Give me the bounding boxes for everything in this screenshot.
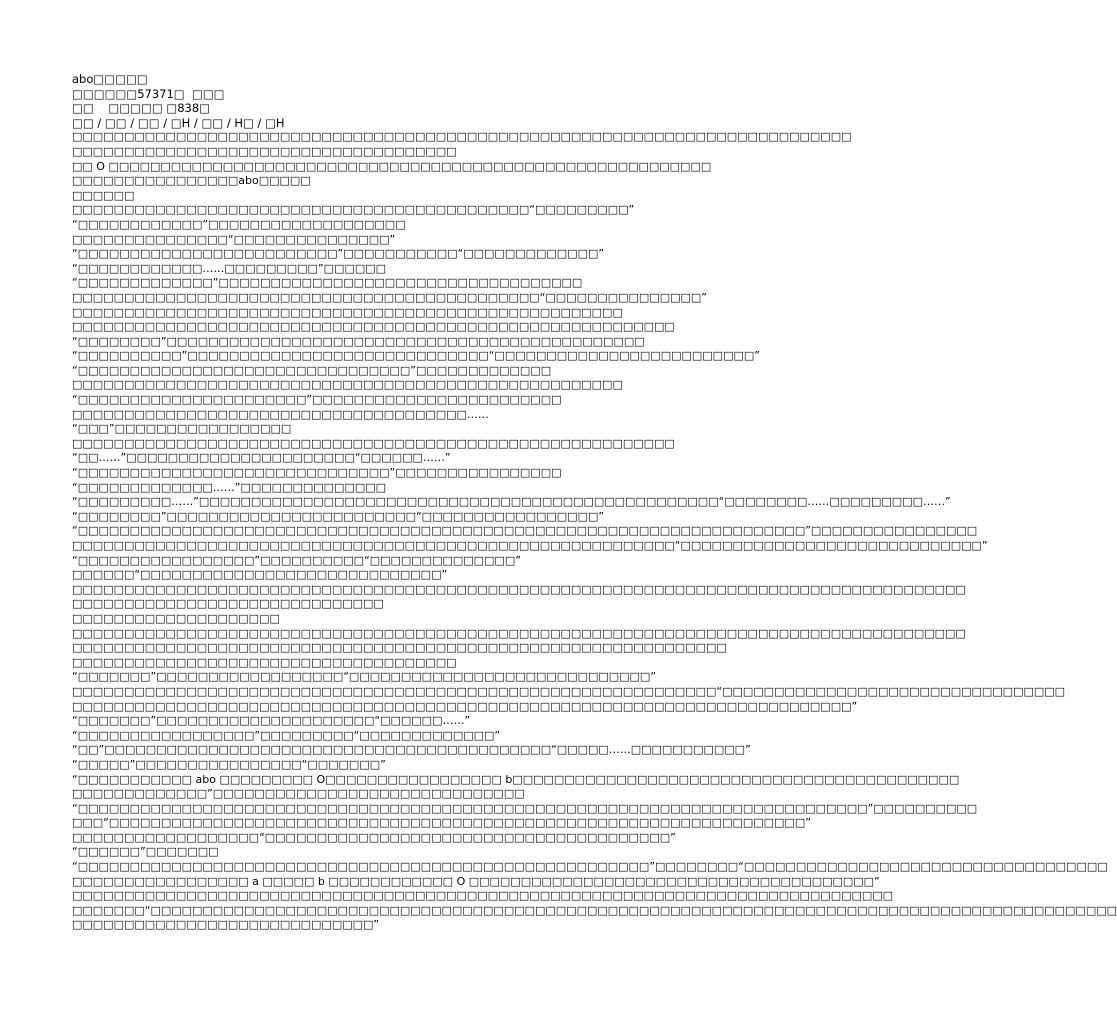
text-line: “□□□□□□□□□□□□□□□□□□□□□□□□□□□□□□”□□□□□□□□□□□□□□□□ [72,466,562,480]
text-line: “□□□□□□□□□□□□□□□□□□□□□□□□□□□□□□□□□□□□□□□□□□□□□□□□□□□□□□□□□□□□□□□□□□□□□□”□□□□□□□□□□□□□□□□ [72,524,978,538]
text-line: “□□□□□□□□□□□□□……”□□□□□□□□□□□□□□ [72,480,387,494]
text-line: “□□□□□□”□□□□□□□ [72,845,219,859]
text-line: “□□□□□□□”□□□□□□□□□□□□□□□□□□“□□□□□□□□□□□□□□□□□□□□□□□□□□□□□” [72,670,657,684]
text-line: “□□□□□□□□□□□□□□□□□□□□□□□□□□□□□□□□□□□□□□□□□□□□□□□□□□□□□□□□□□□□□□□□□□□□□□□□□□□□”□□□□□□□□□□ [72,801,978,815]
text-line: “□□”□□□□□□□□□□□□□□□□□□□□□□□□□□□□□□□□□□□□□□□□□□□“□□□□□……□□□□□□□□□□□” [72,743,751,757]
text-line: “□□□□□□□□□□□□□□□□□□□□□□□□□□□□□□□□□□□□□□□□□□□□□□□□□□□□□□□”□□□□□□□□“□□□□□□□□□□□□□□□□□□□□□□□□□□□□□□□□□□□ [72,860,1108,874]
text-line: □□□□□□□□□□□□□□□□□□□□□□□□□□□□□□□□□□□□□ [72,144,457,158]
text-line: □□□□□□□□□□□□□□□□□□□□□□□□□□□□□□ [72,597,384,611]
text-line: □□□□□□□□□□□□□□□□□□□□□□□□□□□□□□□□□□□□□□□□□□□□□□□□□□□□□□□□□□ [72,436,675,450]
text-line: □□□□□□□□□□□□□□□□□□□□□□□□□□□□□□□□□□□□□□□□□□□□□□□□□□□□□□□□□□□□□□“□□□□□□□□□□□□□□□□□□□□□□□□□□□□□□□□□ [72,684,1066,698]
text-line: “□□□□□□□□□……”□□□□□□□□□□□□□□□□□□□□□□□□□□□□□□□□□□□□□□□□□□□□□□□□□□“□□□□□□□□……□□□□□□□□□……” [72,495,951,509]
text-line: □□□□□□□□□□□□□□□□□□□□□□□□□□□□□□□□□□□□□□□□□□□□□□□□□□□□□□□□□□□□□□□□□□□□□□□□□□□□□□□ [72,889,894,903]
text-line: □□□□□□□□□□□□□□□□□□□□□□□□□□□□□□□□□□□□□□□□□□□□□□□□□□□□□ [72,305,623,319]
text-line: “□□□□□□□□□□□ abo □□□□□□□□□ O□□□□□□□□□□□□□□□□□ b□□□□□□□□□□□□□□□□□□□□□□□□□□□□□□□□□□□□□□□□□□□ [72,772,960,786]
text-line: □□□□□□□□□□□□□□□□□□□□□□□□□□□□□□□□□□□□□□□□□□□□□□□□□□□□□□□□□□□□□□□ [72,641,727,655]
text-line: □□□□□□□□□□□□□□□□□□□□□□□□□□□□□□□□□□□□□□□□□□□□□□□□□□□□□□□□□□□□□□□□□□□□□□□□□□□” [72,699,858,713]
text-line: □□□□□□□□□□□□□□□□□□□□□□□□□□□□□□□□□□□□□ [72,655,457,669]
text-line: □□□□□□□□□□□□□□□□□□□□□□□□□□□□□□□□□□□□□□□□□□□□□□□□□□□□□□□□□□“□□□□□□□□□□□□□□□□□□□□□□□□□□□□□” [72,539,988,552]
text-line: “□□□□□”□□□□□□□□□□□□□□□□“□□□□□□□” [72,757,386,771]
text-line: “□□□□□□□□□□□□□□□□□□□□□□□□□□□□□□□□”□□□□□□□□□□□□□ [72,363,552,377]
header-line: □□ / □□ / □□ / □H / □□ / H□ / □H [72,115,285,130]
text-line: □□□□□□□□□□□□□□□□□□□□□□□□□□□□□□□□□□□□□□□□□□□□□□□□□□□□□ [72,378,623,392]
text-line: □□□□□□□“□□□□□□□□□□□□□□□□□□□□□□□□□□□□□□□□□□□□□□□□□□□□□□□□□□□□□□□□□□□□□□□□□□□□□□□□□□□□□□□□□□□□□□□□□□□□□ [72,903,1117,917]
text-line: “□□□□□□□□□□□□□□□□□□□□□□□□□”□□□□□□□□□□□“□□□□□□□□□□□□□” [72,247,605,261]
text-line: □□□□□□□□□□□□□□□□□□□□□□□□□□□□□□□□□□□□□□□□□□□□“□□□□□□□□□” [72,203,635,217]
text-line: “□□□”□□□□□□□□□□□□□□□□□ [72,422,292,436]
text-line: “□□□□□□□□□□”□□□□□□□□□□□□□□□□□□□□□□□□□□□□□“□□□□□□□□□□□□□□□□□□□□□□□□□” [72,349,760,363]
text-line: “□□□□□□□□□□□□□□□□□”□□□□□□□□□□“□□□□□□□□□□□□□□” [72,553,521,567]
text-line: □□□□□□□□□□□□□□□□abo□□□□□ [72,174,311,188]
text-line: □□□□□□“□□□□□□□□□□□□□□□□□□□□□□□□□□□□□” [72,568,448,582]
text-line: □□□□□□□□□□□□□□□□□ a □□□□□ b □□□□□□□□□□□□ O □□□□□□□□□□□□□□□□□□□□□□□□□□□□□□□□□□□□□□□” [72,874,880,888]
text-line: “□□□□□□□□□□□□□□□□□□□□□□”□□□□□□□□□□□□□□□□□□□□□□□□ [72,393,562,407]
text-line: □□□□□□ [72,188,135,202]
document-page [72,72,1117,933]
header-line: abo□□□□□ [72,72,148,86]
text-line: “□□□□□□□□□□□□”□□□□□□□□□□□□□□□□□□□ [72,217,406,231]
text-line: “□□□□□□□□”□□□□□□□□□□□□□□□□□□□□□□□□□□□□□□□□□□□□□□□□□□□□□□ [72,334,645,348]
text-line: □□□□□□□□□□□□□”□□□□□□□□□□□□□□□□□□□□□□□□□□□□□□ [72,787,525,801]
header-line: □□□□□□57371□ □□□ [72,86,225,101]
text-line: □□□□□□□□□□□□□□□□□□□□□□□□□□□□□□□□□□□□□□□□□□□□□“□□□□□□□□□□□□□□□” [72,290,707,304]
document-header [72,72,702,130]
text-line: □□□“□□□□□□□□□□□□□□□□□□□□□□□□□□□□□□□□□□□□□□□□□□□□□□□□□□□□□□□□□□□□□□□□□□□” [72,816,811,830]
text-line: □□□□□□□□□□□□□□□□□□“□□□□□□□□□□□□□□□□□□□□□□□□□□□□□□□□□□□□□□□” [72,830,676,844]
text-line: “□□□□□□□□□□□□□□□□□”□□□□□□□□□“□□□□□□□□□□□□□” [72,728,501,742]
text-line: □□□□□□□□□□□□□□□“□□□□□□□□□□□□□□□” [72,232,396,246]
text-line: “□□□□□□□□□□□□……□□□□□□□□□”□□□□□□ [72,261,387,275]
text-line: “□□□□□□□□”□□□□□□□□□□□□□□□□□□□□□□□□“□□□□□□□□□□□□□□□□□” [72,509,605,523]
text-line: “□□□□□□□□□□□□□”□□□□□□□□□□□□□□□□□□□□□□□□□□□□□□□□□□□ [72,276,583,290]
text-line: □□□□□□□□□□□□□□□□□□□□□□□□□□□□□□□□□□□□□□□□□□□□□□□□□□□□□□□□□□□□□□□□□□□□□□□□□□□□□□□□□□□□□□ [72,626,966,640]
text-line: □□□□□□□□□□□□□□□□□□□□□□□□□□□□□□□□□□□□□□□□□□□□□□□□□□□□□□□□□□□□□□□□□□□□□□□□□□□ [72,130,852,144]
text-line: □□□□□□□□□□□□□□□□□□□□□□□□□□□□□□□□□□□□□□□□□□□□□□□□□□□□□□□□□□□□□□□□□□□□□□□□□□□□□□□□□□□□□□ [72,582,966,596]
header-line: □□ □□□□□ □838□ [72,101,211,116]
text-line: □□□□□□□□□□□□□□□□□□□□ [72,611,280,625]
text-line: “□□□□□□□”□□□□□□□□□□□□□□□□□□□□□“□□□□□□……” [72,714,471,728]
text-line: “□□……”□□□□□□□□□□□□□□□□□□□□□□“□□□□□□……” [72,451,451,465]
text-line: □□□□□□□□□□□□□□□□□□□□□□□□□□□□□□□□□□□□□□□□□□□□□□□□□□□□□□□□□□ [72,320,675,334]
document-body [72,130,1117,933]
text-line: □□ O □□□□□□□□□□□□□□□□□□□□□□□□□□□□□□□□□□□□□□□□□□□□□□□□□□□□□□□□□□ [72,159,712,173]
text-line: □□□□□□□□□□□□□□□□□□□□□□□□□□□□□” [72,918,380,932]
text-line: □□□□□□□□□□□□□□□□□□□□□□□□□□□□□□□□□□□□□□…… [72,407,489,421]
